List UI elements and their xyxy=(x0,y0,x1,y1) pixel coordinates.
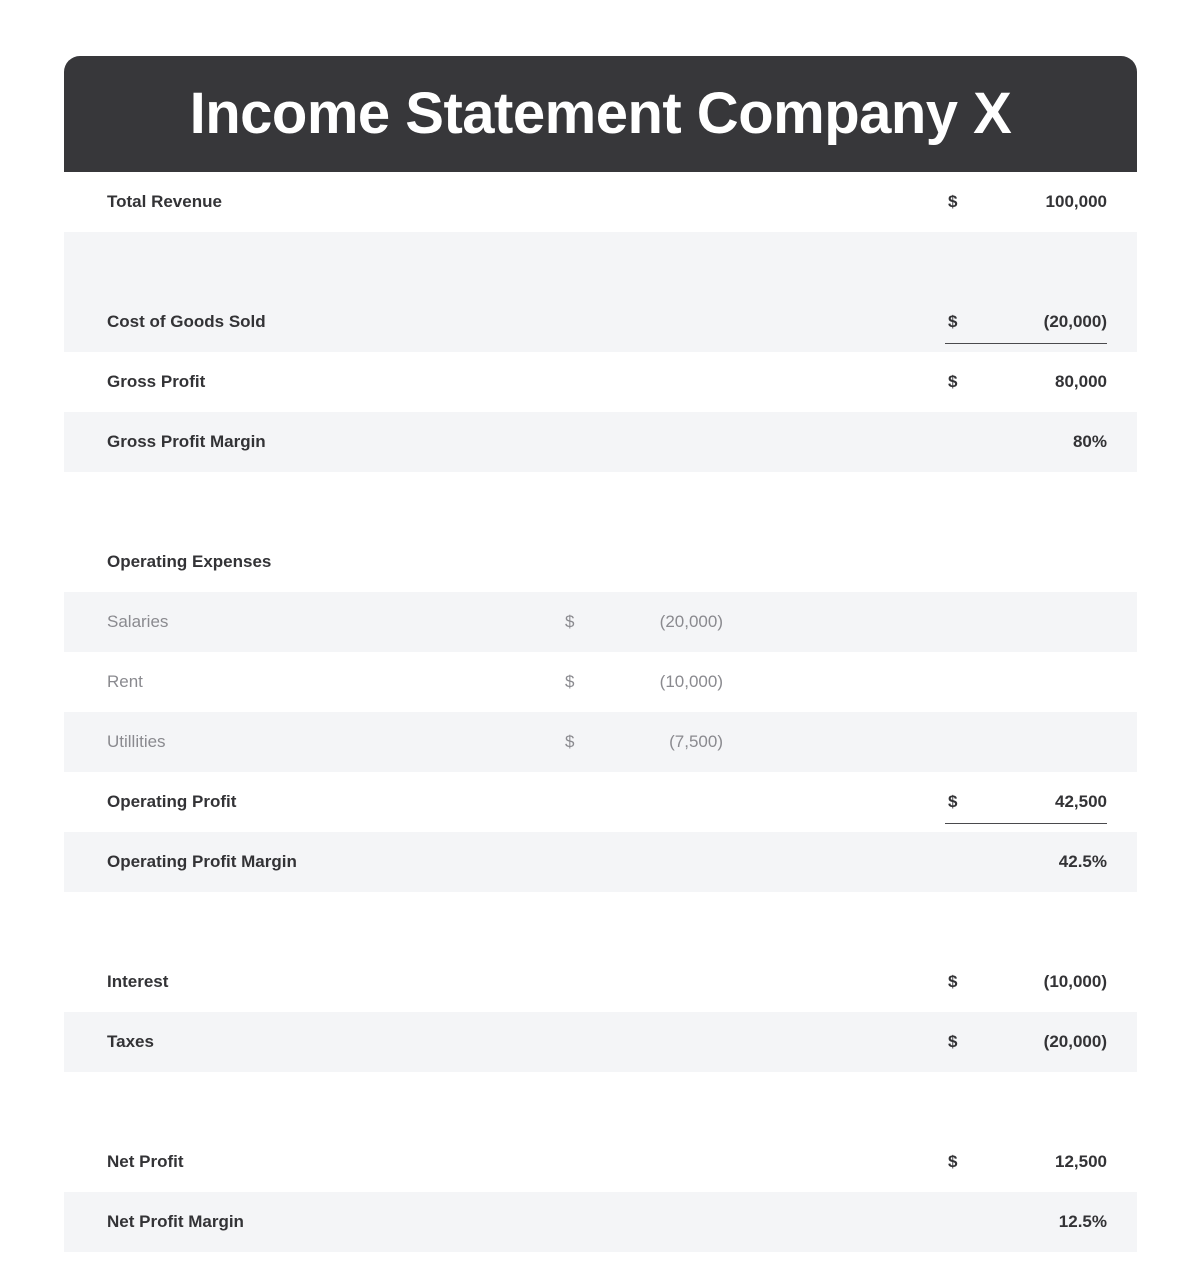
row-label: Cost of Goods Sold xyxy=(107,312,266,331)
row-value: 42,500 xyxy=(1055,792,1107,811)
row-label: Rent xyxy=(107,672,143,691)
row-label: Interest xyxy=(107,972,169,991)
table-row xyxy=(64,712,1137,772)
row-currency-symbol: $ xyxy=(948,312,958,331)
spacer-row xyxy=(64,472,1137,532)
table-row xyxy=(64,592,1137,652)
row-label: Net Profit Margin xyxy=(107,1212,244,1231)
row-label: Operating Profit xyxy=(107,792,237,811)
statement-rows xyxy=(64,172,1137,1252)
row-currency-symbol: $ xyxy=(565,672,575,691)
table-row xyxy=(64,1192,1137,1252)
row-label: Operating Profit Margin xyxy=(107,852,297,871)
row-value: 100,000 xyxy=(1045,192,1107,211)
row-currency-symbol: $ xyxy=(565,732,575,751)
statement-header xyxy=(64,56,1137,172)
table-row xyxy=(64,952,1137,1012)
subtotal-rule xyxy=(945,343,1107,344)
table-row xyxy=(64,772,1137,832)
row-value: 12,500 xyxy=(1055,1152,1107,1171)
income-statement xyxy=(64,56,1137,1252)
row-currency-symbol: $ xyxy=(565,612,575,631)
row-percent-value: 80% xyxy=(1072,432,1107,451)
row-currency-symbol: $ xyxy=(948,192,958,211)
subtotal-rule xyxy=(945,823,1107,824)
row-label: Net Profit xyxy=(107,1152,184,1171)
row-label: Utillities xyxy=(107,732,166,751)
row-currency-symbol: $ xyxy=(948,792,958,811)
row-value: (20,000) xyxy=(1043,312,1107,331)
row-percent-value: 12.5% xyxy=(1058,1212,1107,1231)
row-value: (20,000) xyxy=(1043,1032,1107,1051)
table-row xyxy=(64,652,1137,712)
row-currency-symbol: $ xyxy=(948,972,958,991)
table-row xyxy=(64,412,1137,472)
spacer-row xyxy=(64,232,1137,292)
row-value: (10,000) xyxy=(659,672,723,691)
table-row xyxy=(64,832,1137,892)
table-row xyxy=(64,1012,1137,1072)
row-value: (10,000) xyxy=(1043,972,1107,991)
row-value: (7,500) xyxy=(669,732,723,751)
table-row xyxy=(64,172,1137,232)
row-value: 80,000 xyxy=(1055,372,1107,391)
row-label: Gross Profit Margin xyxy=(107,432,266,451)
table-row xyxy=(64,532,1137,592)
row-currency-symbol: $ xyxy=(948,1032,958,1051)
row-value: (20,000) xyxy=(659,612,723,631)
spacer-row xyxy=(64,1072,1137,1132)
table-row xyxy=(64,352,1137,412)
row-percent-value: 42.5% xyxy=(1058,852,1107,871)
table-row xyxy=(64,1132,1137,1192)
row-label: Taxes xyxy=(107,1032,154,1051)
row-currency-symbol: $ xyxy=(948,1152,958,1171)
row-label: Total Revenue xyxy=(107,192,222,211)
page-title: Income Statement Company X xyxy=(189,81,1012,146)
row-label: Operating Expenses xyxy=(107,552,272,571)
row-currency-symbol: $ xyxy=(948,372,958,391)
row-label: Salaries xyxy=(107,612,169,631)
row-label: Gross Profit xyxy=(107,372,206,391)
table-row xyxy=(64,292,1137,352)
spacer-row xyxy=(64,892,1137,952)
